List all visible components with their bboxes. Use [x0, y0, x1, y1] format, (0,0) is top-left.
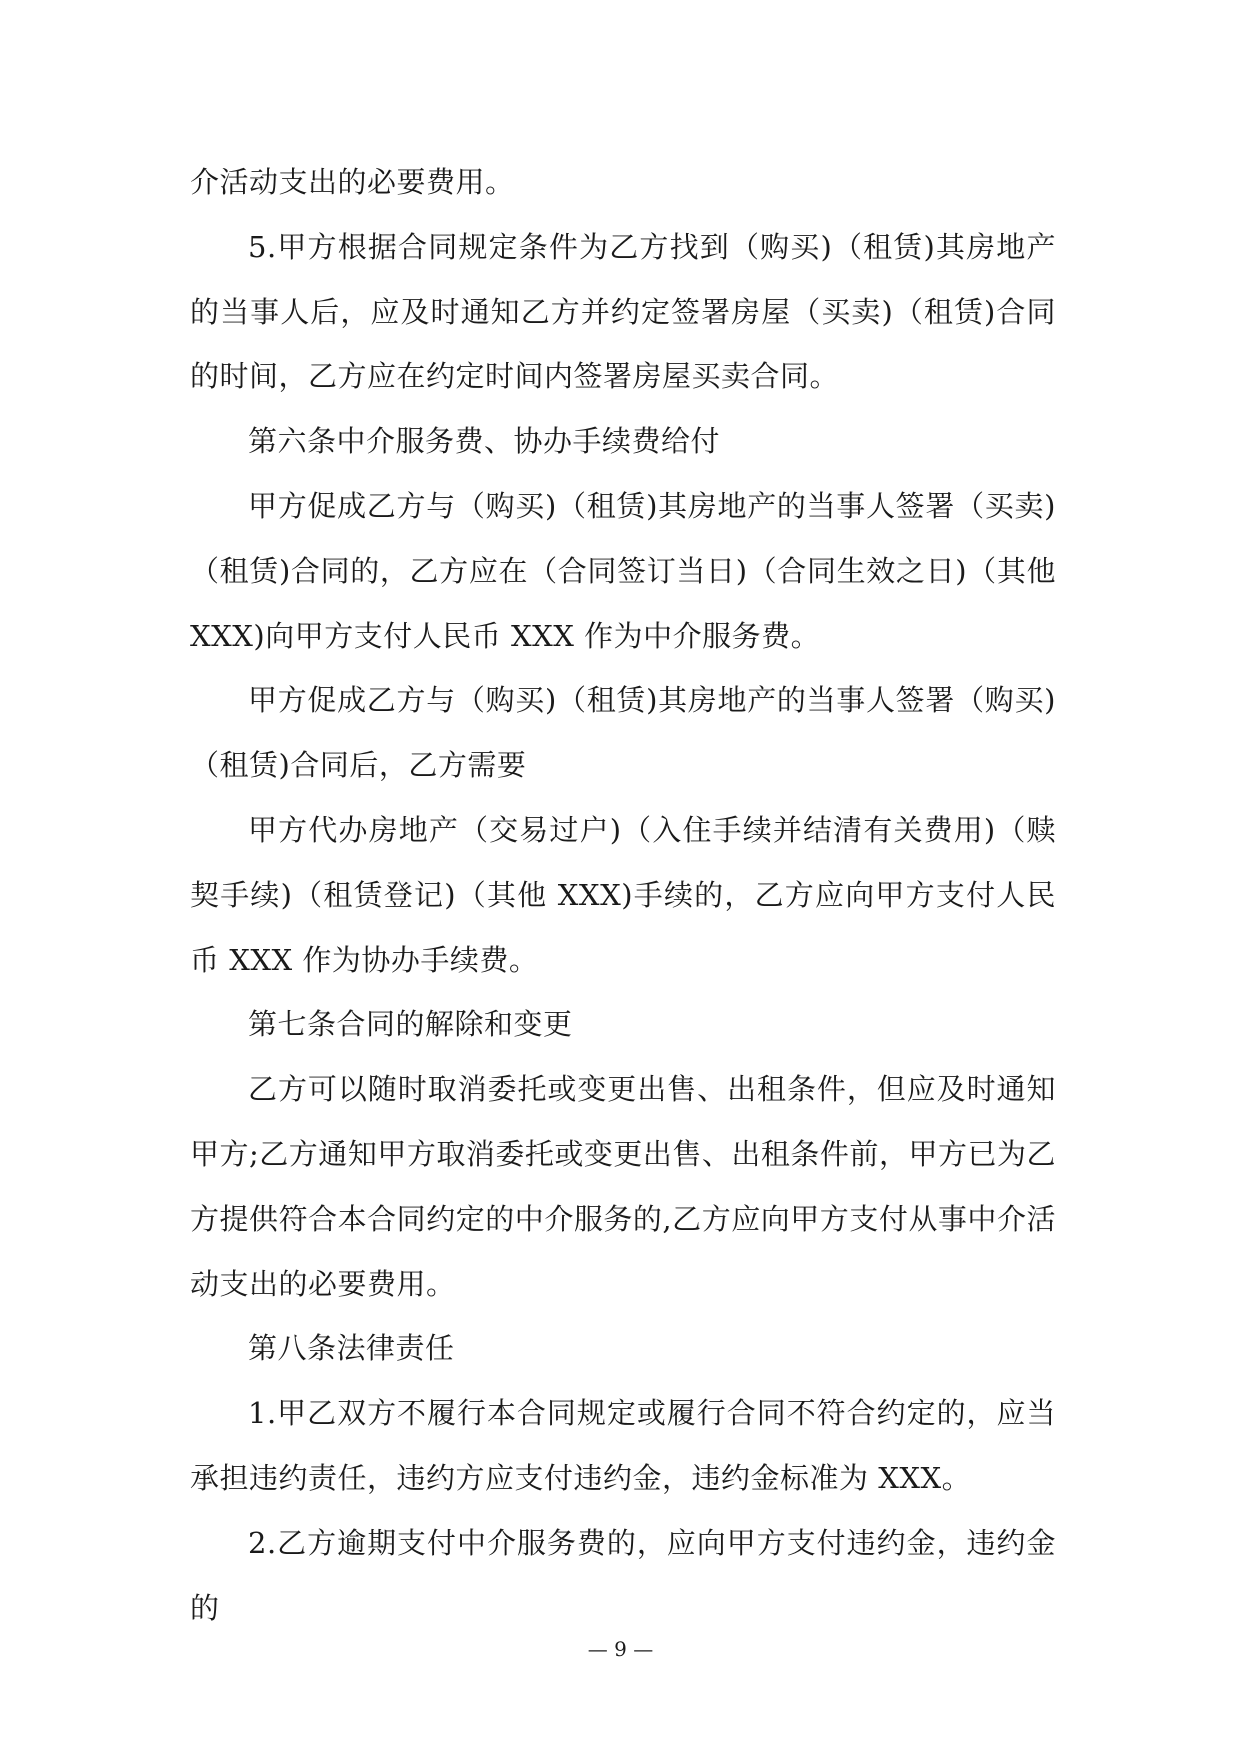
paragraph: 介活动支出的必要费用。	[190, 165, 515, 199]
section-heading: 第六条中介服务费、协办手续费给付	[248, 424, 721, 459]
page-number: — 9 —	[587, 1637, 654, 1661]
paragraph: 甲方代办房地产（交易过户)（入住手续并结清有关费用)（赎契手续)（租赁登记)（其他 XXX)手续的，乙方应向甲方支付人民币 XXX 作为协办手续费。	[190, 812, 1056, 977]
section-heading: 第七条合同的解除和变更	[248, 1007, 573, 1042]
section-heading: 第八条法律责任	[248, 1331, 455, 1366]
paragraph: 甲方促成乙方与（购买)（租赁)其房地产的当事人签署（购买)（租赁)合同后，乙方需要	[190, 683, 1056, 783]
document-body	[190, 150, 1056, 1640]
paragraph: 乙方可以随时取消委托或变更出售、出租条件，但应及时通知甲方;乙方通知甲方取消委托或变更出售、出租条件前，甲方已为乙方提供符合本合同约定的中介服务的,乙方应向甲方支付从事中介活动支出的必要费用。	[190, 1072, 1056, 1301]
paragraph: 5.甲方根据合同规定条件为乙方找到（购买)（租赁)其房地产的当事人后，应及时通知乙方并约定签署房屋（买卖)（租赁)合同的时间，乙方应在约定时间内签署房屋买卖合同。	[190, 229, 1056, 394]
paragraph: 甲方促成乙方与（购买)（租赁)其房地产的当事人签署（买卖)（租赁)合同的，乙方应在（合同签订当日)（合同生效之日)（其他XXX)向甲方支付人民币 XXX 作为中介服务费。	[190, 488, 1056, 653]
paragraph: 2.乙方逾期支付中介服务费的，应向甲方支付违约金，违约金的	[190, 1525, 1056, 1625]
paragraph: 1.甲乙双方不履行本合同规定或履行合同不符合约定的，应当承担违约责任，违约方应支付违约金，违约金标准为 XXX。	[190, 1396, 1056, 1495]
